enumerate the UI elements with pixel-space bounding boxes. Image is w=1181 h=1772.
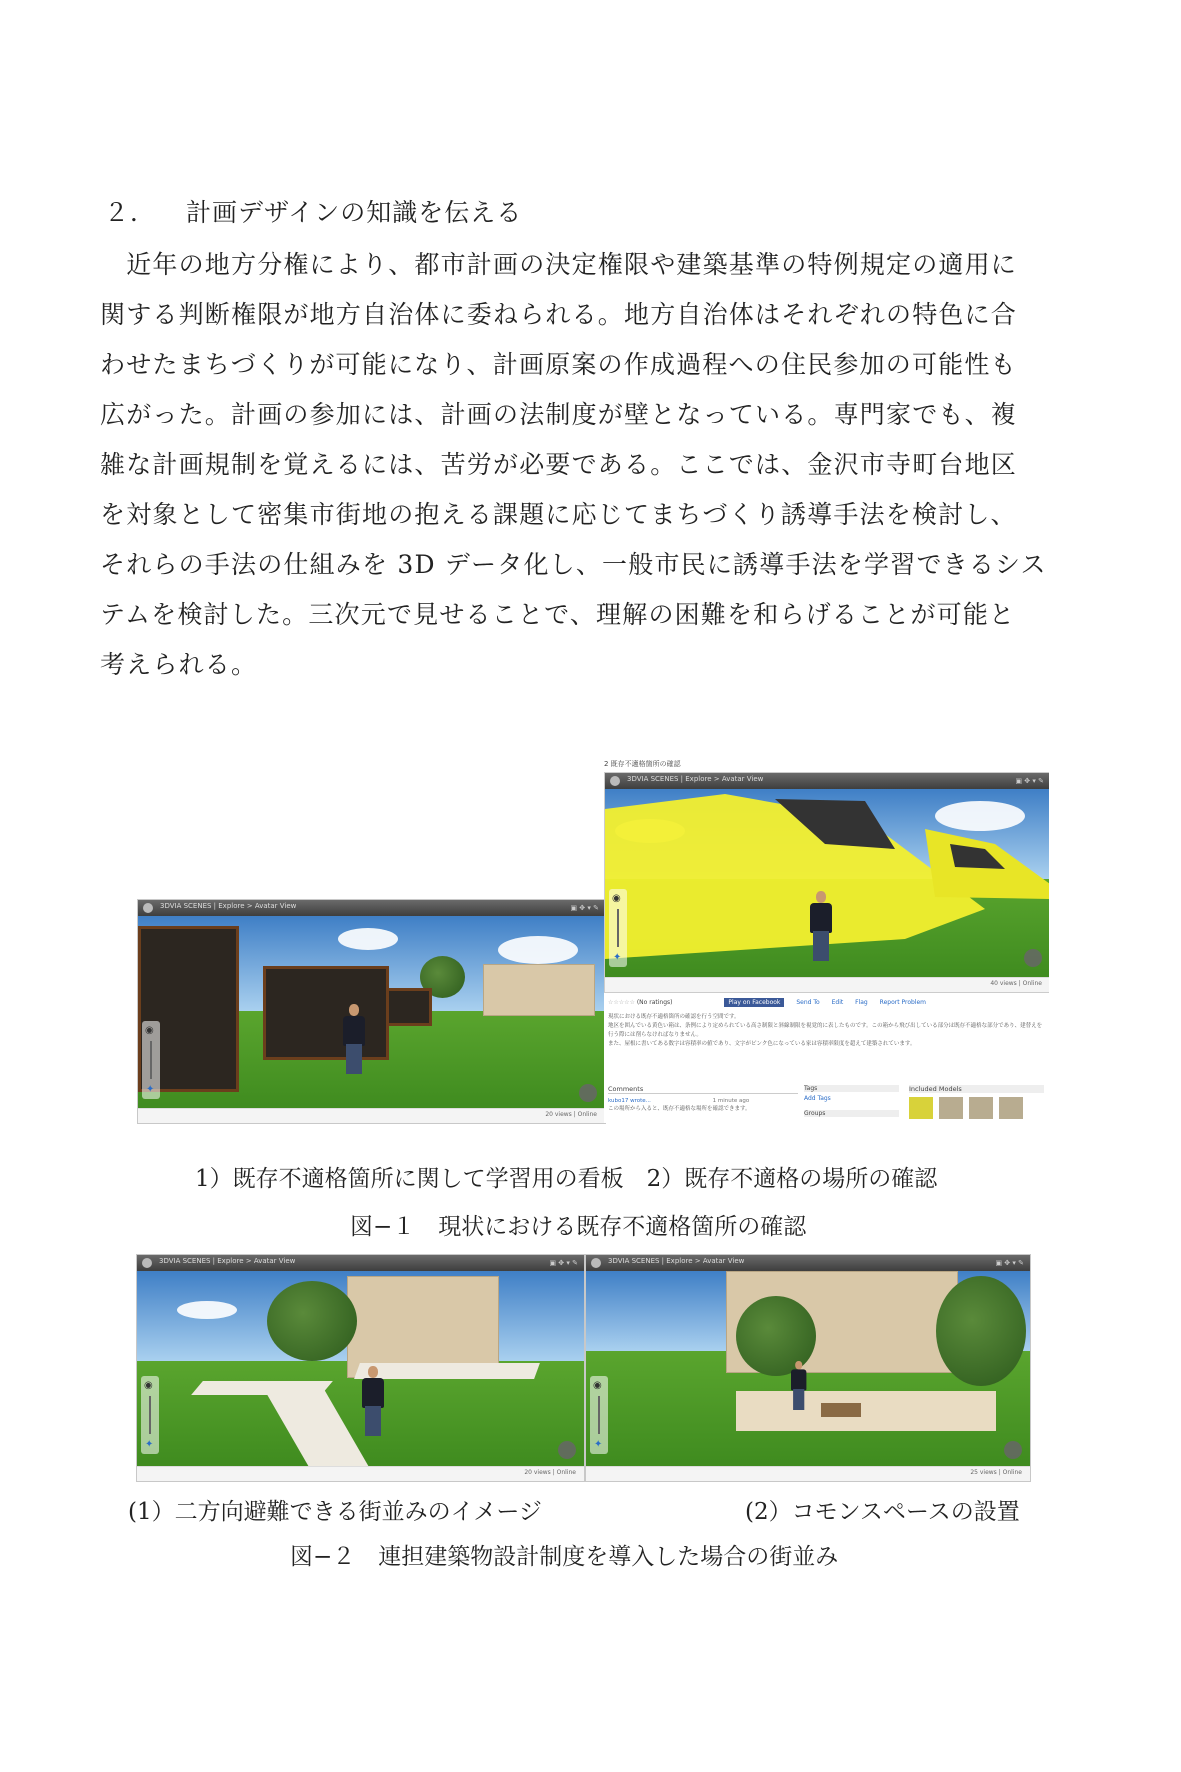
flag-button[interactable]: Flag xyxy=(855,999,868,1006)
edit-button[interactable]: Edit xyxy=(831,999,844,1006)
chat-icon[interactable] xyxy=(579,1084,597,1102)
section-number: ２． xyxy=(104,198,157,227)
signboard-far xyxy=(386,988,432,1026)
viewer-titlebar xyxy=(586,1255,1030,1271)
section-title: 計画デザインの知識を伝える xyxy=(186,198,523,227)
fig2-sub-caption-right: (2）コモンスペースの設置 xyxy=(745,1499,1020,1525)
fig2-sub-caption-left: (1）二方向避難できる街並みのイメージ xyxy=(128,1499,542,1525)
signboard xyxy=(263,966,389,1060)
paragraph-line: 広がった。計画の参加には、計画の法制度が壁となっている。専門家でも、複 xyxy=(100,400,1018,429)
included-models-label: Included Models xyxy=(909,1085,1044,1093)
chat-icon[interactable] xyxy=(558,1441,576,1459)
eye-icon[interactable]: ◉ xyxy=(145,1025,154,1036)
facebook-button[interactable]: Play on Facebook xyxy=(724,998,784,1007)
viewer-titlebar xyxy=(137,1255,584,1271)
viewer-title: 3DVIA SCENES | Explore > Avatar View xyxy=(160,902,297,910)
fig1-caption: 図−１ 現状における既存不適格箇所の確認 xyxy=(350,1214,807,1240)
zoom-slider[interactable] xyxy=(598,1396,600,1434)
model-thumbnail[interactable] xyxy=(909,1097,933,1119)
viewer-footer: 40 views | Online xyxy=(605,977,1049,992)
fig1-signboard-screenshot xyxy=(137,899,606,1124)
chat-icon[interactable] xyxy=(1024,949,1042,967)
bench xyxy=(821,1403,861,1417)
rating-label: (No ratings) xyxy=(636,999,673,1006)
comment-user[interactable]: kubo17 wrote... xyxy=(608,1098,651,1104)
3dvia-logo-icon xyxy=(610,776,620,786)
walk-icon[interactable]: ✦ xyxy=(145,1439,154,1450)
paragraph-line: 雑な計画規制を覚えるには、苦労が必要である。ここでは、金沢市寺町台地区 xyxy=(100,450,1018,479)
groups-label: Groups xyxy=(804,1110,899,1117)
report-problem-button[interactable]: Report Problem xyxy=(879,999,926,1006)
add-tags-link[interactable]: Add Tags xyxy=(804,1095,831,1102)
comments-panel xyxy=(608,1085,798,1121)
fig2-caption: 図−２ 連担建築物設計制度を導入した場合の街並み xyxy=(290,1544,839,1570)
paragraph-line: それらの手法の仕組みを 3D データ化し、一般市民に誘導手法を学習できるシス xyxy=(100,550,1047,579)
viewer-titlebar xyxy=(605,773,1049,789)
model-thumbnail[interactable] xyxy=(999,1097,1023,1119)
view-controls[interactable] xyxy=(142,1021,160,1099)
fig2-common-space-screenshot xyxy=(585,1254,1031,1482)
view-controls[interactable] xyxy=(609,889,627,967)
fig2-evacuation-screenshot xyxy=(136,1254,585,1482)
walk-icon[interactable]: ✦ xyxy=(594,1439,603,1450)
eye-icon[interactable]: ◉ xyxy=(612,893,621,904)
viewer-footer: 20 views | Online xyxy=(138,1108,605,1123)
3dvia-logo-icon xyxy=(142,1258,152,1268)
action-toolbar xyxy=(608,999,926,1006)
comment-text: この場所から入ると、既存不適格な場所を確認できます。 xyxy=(608,1106,751,1112)
body-paragraph xyxy=(100,240,1060,690)
model-thumbnail[interactable] xyxy=(939,1097,963,1119)
viewer-tools-icon[interactable]: ▣ ✥ ▾ ✎ xyxy=(570,904,599,912)
walk-icon[interactable]: ✦ xyxy=(613,952,622,963)
viewer-footer: 20 views | Online xyxy=(137,1466,584,1481)
rating-stars[interactable]: ☆☆☆☆☆ xyxy=(608,999,635,1006)
tags-panel xyxy=(804,1085,899,1117)
send-to-button[interactable]: Send To xyxy=(796,999,820,1006)
fig1-sub-caption: 1）既存不適格箇所に関して学習用の看板 2）既存不適格の場所の確認 xyxy=(195,1166,938,1192)
chat-icon[interactable] xyxy=(1004,1441,1022,1459)
3d-scene[interactable] xyxy=(137,1271,584,1467)
viewer-title: 3DVIA SCENES | Explore > Avatar View xyxy=(627,775,764,783)
viewer-title: 3DVIA SCENES | Explore > Avatar View xyxy=(159,1257,296,1265)
viewer-footer: 25 views | Online xyxy=(586,1466,1030,1481)
zoom-slider[interactable] xyxy=(149,1396,151,1434)
section-heading xyxy=(104,193,522,229)
paragraph-line: 考えられる。 xyxy=(100,650,258,679)
eye-icon[interactable]: ◉ xyxy=(593,1380,602,1391)
paragraph-line: を対象として密集市街地の抱える課題に応じてまちづくり誘導手法を検討し、 xyxy=(100,500,1017,529)
page-title: 2 既存不適格箇所の確認 xyxy=(604,760,681,768)
viewer-tools-icon[interactable]: ▣ ✥ ▾ ✎ xyxy=(1015,777,1044,785)
3d-scene[interactable] xyxy=(586,1271,1030,1467)
view-controls[interactable] xyxy=(590,1376,608,1454)
3dvia-logo-icon xyxy=(591,1258,601,1268)
included-models-panel xyxy=(909,1085,1044,1121)
3d-scene[interactable] xyxy=(138,916,605,1109)
tags-label: Tags xyxy=(804,1085,899,1092)
viewer-tools-icon[interactable]: ▣ ✥ ▾ ✎ xyxy=(549,1259,578,1267)
viewer-title: 3DVIA SCENES | Explore > Avatar View xyxy=(608,1257,745,1265)
paragraph-line: 関する判断権限が地方自治体に委ねられる。地方自治体はそれぞれの特色に合 xyxy=(100,300,1018,329)
scene-description: 現状における既存不適格箇所の確認を行う空間です。 地区を囲んでいる黄色い箱は、条例により定められている高さ制限と斜線制限を視覚的に表したものです。この箱から飛び出している部分は既存不適格な部分であり、建替えを行う際には削らなければなりません。 また、屋根に書いてある数字は容積率の値であり、文字がピンク色になっている家は容積率限度を超えて建築されています。 xyxy=(608,1014,1043,1047)
eye-icon[interactable]: ◉ xyxy=(144,1380,153,1391)
fig1-yellow-volume-screenshot xyxy=(604,759,1049,1123)
3dvia-logo-icon xyxy=(143,903,153,913)
3d-scene[interactable] xyxy=(605,789,1049,978)
zoom-slider[interactable] xyxy=(150,1041,152,1079)
paragraph-line: 近年の地方分権により、都市計画の決定権限や建築基準の特例規定の適用に xyxy=(100,250,1018,279)
viewer-titlebar xyxy=(138,900,605,916)
model-thumbnail[interactable] xyxy=(969,1097,993,1119)
viewer-tools-icon[interactable]: ▣ ✥ ▾ ✎ xyxy=(995,1259,1024,1267)
zoom-slider[interactable] xyxy=(617,909,619,947)
view-controls[interactable] xyxy=(141,1376,159,1454)
walk-icon[interactable]: ✦ xyxy=(146,1084,155,1095)
paragraph-line: わせたまちづくりが可能になり、計画原案の作成過程への住民参加の可能性も xyxy=(100,350,1017,379)
comment-time: 1 minute ago xyxy=(712,1098,750,1104)
paragraph-line: テムを検討した。三次元で見せることで、理解の困難を和らげることが可能と xyxy=(100,600,1016,629)
comments-label: Comments xyxy=(608,1085,798,1094)
